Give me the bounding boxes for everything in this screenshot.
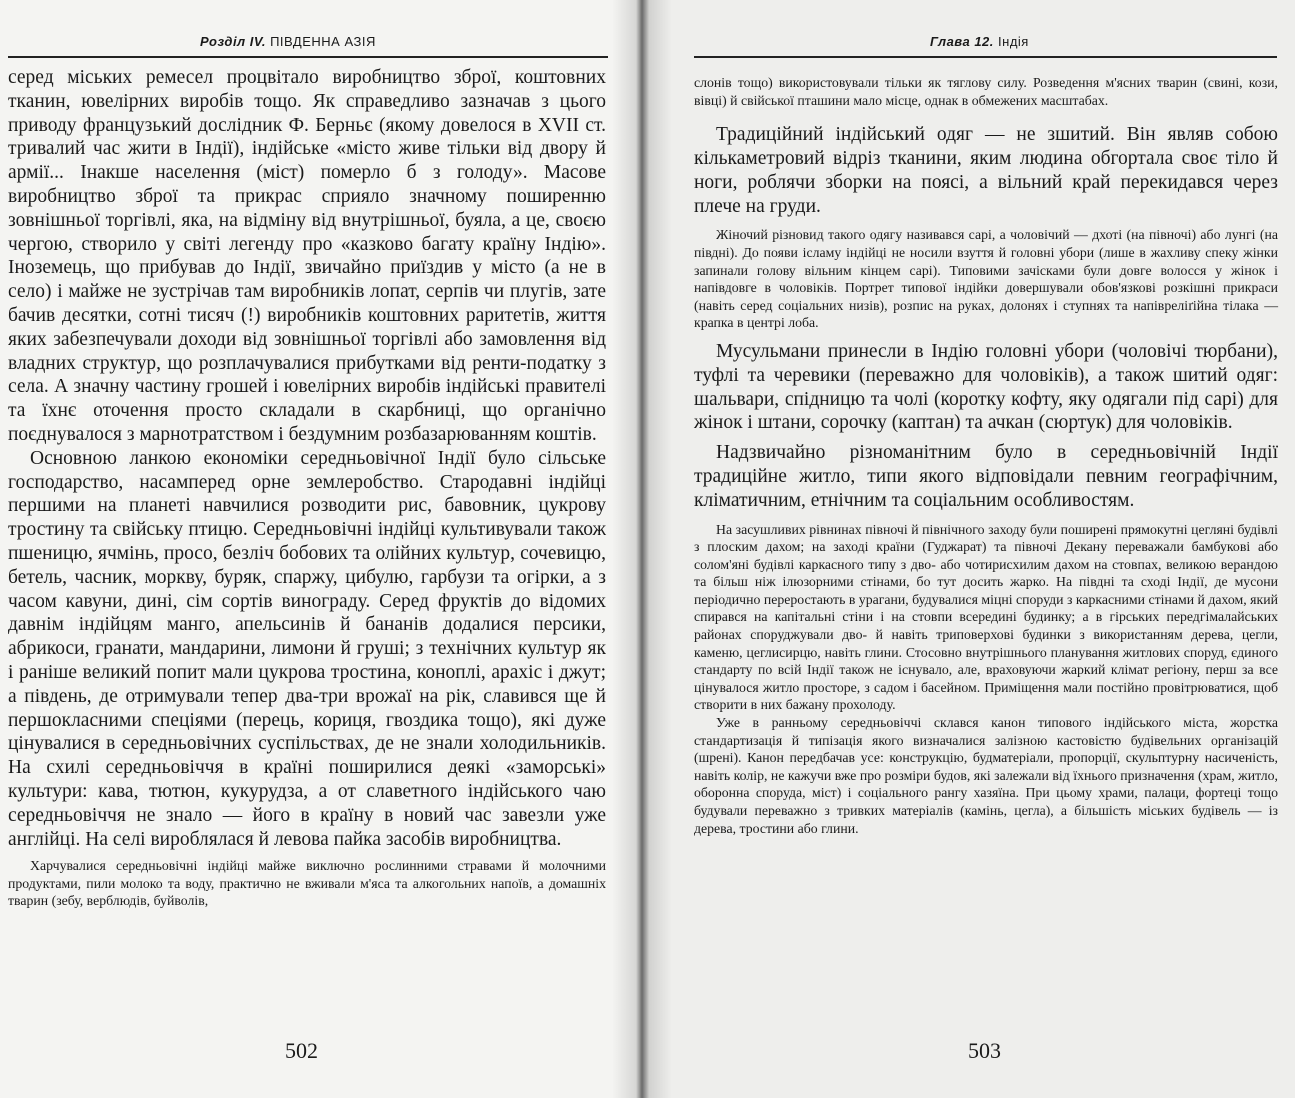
right-paragraph-7: Уже в ранньому середньовіччі склався канон типового індійського міста, жорстка стандартизація й типізація якого визначалися залізною кастовістю будівельних організацій (шрені). Канон передбачав усе: конструкцію, будматеріали, пропорції, скульптурну насиченість, навіть колір, не кажучи вже про розміри будов, які залежали від їхнього призначення (храм, житло, оборонна споруда, міст) і соціального рангу хазяїна. При цьому храми, палаци, фортеці тощо будували переважно з тривких матеріалів (камінь, цегла), а більшість міських будівель — із дерева, тростини або глини. bbox=[694, 715, 1278, 836]
left-page bbox=[0, 0, 640, 1098]
right-paragraph-6: На засушливих рівнинах півночі й північного заходу були поширені прямокутні цегляні будівлі з плоским дахом; на заході країни (Гуджарат) та півночі Декану переважали бамбукові або солом'яні будівлі каркасного типу з дво- або чотирисхилим дахом на стовпах, великою верандою та більш ніж ілюзорними стінами, бо тут досить жарко. На півдні та сході Індії, де мусони періодично переростають в урагани, будувалися міцні споруди з каркасними стінами й дахом, який спирався на капітальні стіни і на стовпи всередині будинку; а в гірських передгімалайських районах споруджували дво- й навіть триповерхові будинки з використанням дерева, цегли, каменю, цеглисирцю, навіть глини. Стосовно внутрішнього планування житлових споруд, єдиного стандарту по всій Індії також не існувало, але, враховуючи жаркий клімат регіону, перш за все цінувалося житло просторе, з садом і басейном. Приміщення мали постійно провітрюватися, щоб створити в них бажану прохолоду. bbox=[694, 521, 1278, 713]
left-page-number: 502 bbox=[285, 1038, 318, 1063]
right-header-section: Глава 12. bbox=[930, 34, 994, 49]
left-paragraph-3: Харчувалися середньовічні індійці майже виключно рослинними стравами й молочними продуктами, пили молоко та воду, практично не вживали м'яса та алкогольних напоїв, а домашніх тварин (зебу, верблюдів, буйволів, bbox=[8, 858, 606, 909]
right-paragraph-5: Надзвичайно різноманітним було в середньовічній Індії традиційне житло, типи якого відповідали певним географічним, кліматичним, етнічним та соціальним особливостям. bbox=[694, 442, 1278, 511]
left-header-section: Розділ IV. bbox=[200, 34, 266, 49]
right-paragraph-2: Традиційний індійський одяг — не зшитий. Він являв собою кількаметровий відріз тканини, яким людина обгортала своє тіло й ноги, роблячи зборки на поясі, а вільний край перекидався через плече на груди. bbox=[694, 124, 1278, 217]
right-paragraph-3: Жіночий різновид такого одягу називався сарі, а чоловічий — дхоті (на півночі) або лунгі (на півдні). До появи ісламу індійці не носили взуття й головні убори (лише в жахливу спеку жінки запинали голову вільним кінцем сарі). Типовими зачісками були довге волосся у жінок і напівдовге в чоловіків. Портрет типової індійки довершували обов'язкові розкішні прикраси (навіть серед соціальних низів), розпис на руках, долонях і ступнях та напівреліґійна тілака — крапка в центрі лоба. bbox=[694, 227, 1278, 331]
right-page-number: 503 bbox=[968, 1038, 1001, 1063]
right-paragraph-1: слонів тощо) використовували тільки як тяглову силу. Розведення м'ясних тварин (свині, кози, вівці) й свійської пташини мало місце, однак в обмежених масштабах. bbox=[694, 75, 1278, 108]
left-body-text bbox=[8, 66, 606, 910]
right-header-rule bbox=[694, 56, 1277, 58]
right-running-head bbox=[930, 34, 1029, 49]
right-paragraph-4: Мусульмани принесли в Індію головні убори (чоловічі тюрбани), туфлі та черевики (переважно для чоловіків), а також шитий одяг: шальвари, спідницю та чолі (коротку кофту, яку одягали під сарі) для жінок і штани, сорочку (каптан) та ачкан (сюртук) для чоловіків. bbox=[694, 340, 1278, 434]
left-header-rule bbox=[8, 56, 608, 58]
right-body-text bbox=[694, 74, 1278, 837]
left-paragraph-2: Основною ланкою економіки середньовічної Індії було сільське господарство, насамперед орне землеробство. Стародавні індійці першими на планеті навчилися розводити рис, бавовник, цукрову тростину та свійську птицю. Середньовічні індійці культивували також пшеницю, ячмінь, просо, безліч бобових та олійних культур, сочевицю, бетель, часник, моркву, буряк, спаржу, цибулю, гарбузи та огірки, а з часом кавуни, дині, сім сортів винограду. Серед фруктів до відомих давнім індійцям манго, апельсинів й бананів додалися персики, абрикоси, гранати, мандарини, лимони й груші; з технічних культур як і раніше великий попит мали цукрова тростина, коноплі, арахіс і джут; а південь, де отримували тепер два-три врожаї на рік, славився ще й першокласними спеціями (перець, кориця, гвоздика тощо), які дуже цінувалися в середньовічних суспільствах, де не знали холодильників. На схилі середньовіччя в країні поширилися деякі «заморські» культури: кава, тютюн, кукурудза, а от славетного індійського чаю середньовіччя не знало — його в країну в новий час завезли уже англійці. На селі вироблялася й левова пайка засобів виробництва. bbox=[8, 447, 606, 850]
right-header-title: Індія bbox=[998, 34, 1029, 49]
left-header-title: ПІВДЕННА АЗІЯ bbox=[270, 34, 376, 49]
left-running-head bbox=[200, 34, 376, 49]
left-paragraph-1: серед міських ремесел процвітало виробництво зброї, коштовних тканин, ювелірних виробів тощо. Як справедливо зазначав з цього приводу французький дослідник Ф. Берньє (якому довелося в XVII ст. тривалий час жити в Індії), індійське «місто живе тільки від двору й армії... Інакше населення (міст) померло б з голоду». Масове виробництво зброї та прикрас сприяло значному поширенню зовнішньої торгівлі, яка, на відміну від внутрішньої, буяла, а це, своєю чергою, створило у світі легенду про «казково багату країну Індію». Іноземець, що прибував до Індії, звичайно приїздив у місто (а не в село) і майже не зустрічав там виробників лопат, серпів чи плугів, зате бачив десятки, сотні тисяч (!) виробників коштовних раритетів, життя яких забезпечували доходи від зовнішньої торгівлі або замовлення від владних структур, що розплачувалися прибутками від ренти-податку з села. А значну частину грошей і ювелірних виробів індійські правителі та їхнє оточення просто складали в скарбниці, що органічно поєднувалося з марнотратством і бездумним розбазарюванням коштів. bbox=[8, 67, 606, 445]
book-gutter bbox=[612, 0, 672, 1098]
